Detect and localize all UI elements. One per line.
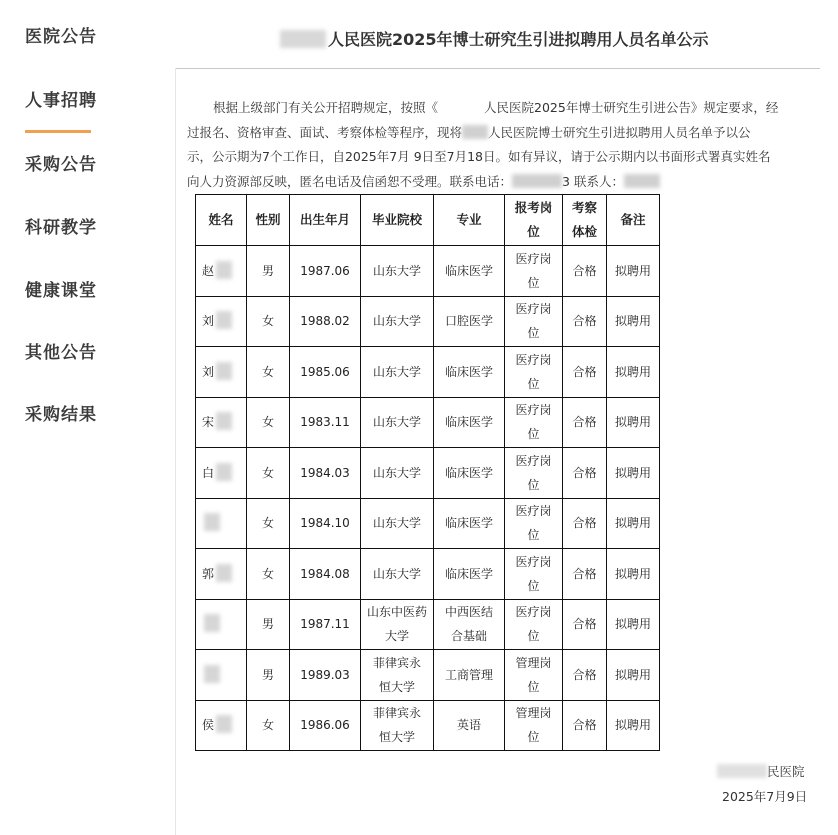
birth-text: 1985.06	[300, 364, 350, 379]
cell-birth	[290, 296, 361, 347]
major-text: 临床医学	[444, 516, 493, 531]
signature-org	[717, 762, 805, 780]
para-text: 人民医院博士研究生引进拟聘用人员名单予以公	[488, 124, 751, 140]
post-text: 管理岗	[515, 706, 552, 721]
school-text: 山东大学	[372, 516, 421, 531]
table-row	[196, 700, 660, 751]
signature-date: 2025年7月9日	[722, 789, 808, 804]
cell-birth	[290, 700, 361, 751]
gender-text: 男	[261, 667, 274, 682]
birth-text: 1989.03	[300, 667, 350, 682]
cell-exam	[563, 397, 607, 448]
cell-note	[607, 650, 660, 701]
gender-text: 女	[261, 465, 274, 480]
header-line: 报考岗	[514, 200, 553, 215]
school-text: 山东大学	[372, 364, 421, 379]
note-text: 拟聘用	[614, 566, 651, 581]
redacted-block	[216, 463, 232, 481]
school-text: 山东大学	[372, 566, 421, 581]
post-text: 医疗岗	[515, 554, 552, 569]
exam-text: 合格	[572, 617, 597, 632]
para-text: 人民医院2025年博士研究生引进公告》规定要求，经	[484, 100, 779, 115]
sidebar-nav	[0, 0, 170, 835]
name-text: 郭	[202, 566, 215, 581]
birth-text: 1988.02	[300, 314, 350, 329]
table-row	[196, 347, 660, 398]
redacted-block	[624, 174, 660, 188]
para-text: 向人力资源部反映，匿名电话及信函恕不受理。联系电话：	[187, 173, 513, 189]
note-text: 拟聘用	[614, 364, 651, 379]
post-text: 位	[527, 477, 540, 492]
cell-post	[505, 549, 563, 600]
cell-school	[361, 246, 434, 297]
gender-text: 女	[261, 314, 274, 329]
note-text: 拟聘用	[614, 516, 651, 531]
cell-school	[361, 498, 434, 549]
sidebar-item-hospital-notice[interactable]: 医院公告	[25, 27, 97, 47]
cell-post	[505, 347, 563, 398]
gender-text: 女	[261, 718, 274, 733]
col-header-school: 毕业院校	[361, 195, 434, 246]
redacted-block	[438, 100, 484, 114]
birth-text: 1986.06	[300, 718, 350, 733]
cell-major	[434, 700, 505, 751]
table-row	[196, 650, 660, 701]
cell-name	[196, 347, 247, 398]
exam-text: 合格	[572, 415, 597, 430]
gender-text: 女	[261, 415, 274, 430]
post-text: 医疗岗	[515, 403, 552, 418]
redacted-block	[204, 614, 220, 632]
cell-post	[505, 498, 563, 549]
note-text: 拟聘用	[614, 465, 651, 480]
cell-birth	[290, 448, 361, 499]
cell-exam	[563, 448, 607, 499]
table-row	[196, 246, 660, 297]
gender-text: 女	[261, 516, 274, 531]
cell-note	[607, 599, 660, 650]
cell-school	[361, 347, 434, 398]
table-row	[196, 397, 660, 448]
cell-name	[196, 549, 247, 600]
cell-exam	[563, 650, 607, 701]
cell-note	[607, 498, 660, 549]
major-text: 临床医学	[444, 263, 493, 278]
redacted-block	[216, 362, 232, 380]
birth-text: 1984.03	[300, 465, 350, 480]
table-row	[196, 599, 660, 650]
announcement-paragraph	[187, 96, 815, 194]
exam-text: 合格	[572, 465, 597, 480]
cell-name	[196, 397, 247, 448]
exam-text: 合格	[572, 263, 597, 278]
cell-gender	[247, 296, 290, 347]
cell-school	[361, 296, 434, 347]
birth-text: 1987.06	[300, 263, 350, 278]
redacted-block	[216, 412, 232, 430]
major-text: 口腔医学	[444, 314, 493, 329]
cell-note	[607, 347, 660, 398]
cell-gender	[247, 549, 290, 600]
cell-exam	[563, 549, 607, 600]
note-text: 拟聘用	[614, 718, 651, 733]
para-text: 根据上级部门有关公开招聘规定，按照《	[213, 100, 439, 115]
exam-text: 合格	[572, 516, 597, 531]
post-text: 医疗岗	[515, 302, 552, 317]
post-text: 位	[527, 326, 540, 341]
major-text: 英语	[456, 718, 481, 733]
cell-exam	[563, 296, 607, 347]
gender-text: 女	[261, 566, 274, 581]
school-text: 菲律宾永	[372, 706, 421, 721]
cell-note	[607, 700, 660, 751]
redacted-block	[717, 764, 767, 778]
post-text: 位	[527, 528, 540, 543]
birth-text: 1984.10	[300, 516, 350, 531]
cell-major	[434, 498, 505, 549]
candidate-table	[195, 194, 660, 751]
col-header-name: 姓名	[196, 195, 247, 246]
cell-exam	[563, 599, 607, 650]
gender-text: 女	[261, 364, 274, 379]
redacted-block	[512, 174, 562, 188]
name-text: 宋	[202, 415, 215, 430]
name-text: 刘	[202, 364, 215, 379]
table-row	[196, 498, 660, 549]
page-title-text: 人民医院2025年博士研究生引进拟聘用人员名单公示	[328, 30, 709, 49]
post-text: 位	[527, 578, 540, 593]
exam-text: 合格	[572, 314, 597, 329]
cell-major	[434, 650, 505, 701]
para-line-1	[187, 96, 815, 121]
cell-major	[434, 347, 505, 398]
cell-name	[196, 498, 247, 549]
cell-exam	[563, 246, 607, 297]
exam-text: 合格	[572, 566, 597, 581]
sidebar-item-recruitment[interactable]: 人事招聘	[25, 91, 97, 111]
cell-name	[196, 448, 247, 499]
cell-birth	[290, 397, 361, 448]
cell-name	[196, 650, 247, 701]
redacted-block	[216, 564, 232, 582]
cell-name	[196, 700, 247, 751]
table-row	[196, 448, 660, 499]
cell-school	[361, 397, 434, 448]
redacted-block	[280, 30, 326, 48]
cell-gender	[247, 498, 290, 549]
cell-gender	[247, 599, 290, 650]
active-indicator	[25, 130, 91, 133]
cell-school	[361, 448, 434, 499]
major-text: 合基础	[450, 629, 487, 644]
school-text: 大学	[384, 629, 409, 644]
major-text: 临床医学	[444, 364, 493, 379]
cell-gender	[247, 448, 290, 499]
col-header-post	[505, 195, 563, 246]
name-text: 刘	[202, 314, 215, 329]
sidebar-item-procurement-result[interactable]: 采购结果	[25, 405, 97, 425]
header-line: 考察	[571, 200, 597, 215]
sidebar-item-health-class[interactable]: 健康课堂	[25, 281, 97, 301]
post-text: 位	[527, 427, 540, 442]
note-text: 拟聘用	[614, 263, 651, 278]
redacted-block	[216, 261, 232, 279]
cell-major	[434, 397, 505, 448]
redacted-block	[204, 665, 220, 683]
para-line-2	[187, 121, 815, 146]
cell-exam	[563, 700, 607, 751]
page-title	[280, 27, 709, 50]
para-line-4	[187, 170, 815, 195]
post-text: 医疗岗	[515, 605, 552, 620]
redacted-block	[216, 311, 232, 329]
cell-note	[607, 448, 660, 499]
col-header-birth: 出生年月	[290, 195, 361, 246]
cell-post	[505, 296, 563, 347]
table-row	[196, 549, 660, 600]
cell-note	[607, 246, 660, 297]
note-text: 拟聘用	[614, 617, 651, 632]
signature-org-text: 民医院	[767, 764, 805, 779]
table-row	[196, 296, 660, 347]
name-text: 侯	[202, 718, 215, 733]
redacted-block	[204, 513, 220, 531]
birth-text: 1987.11	[300, 617, 350, 632]
cell-school	[361, 599, 434, 650]
cell-gender	[247, 700, 290, 751]
header-line: 位	[527, 224, 540, 239]
cell-birth	[290, 498, 361, 549]
cell-birth	[290, 549, 361, 600]
school-text: 山东大学	[372, 314, 421, 329]
school-text: 山东大学	[372, 263, 421, 278]
sidebar-item-other-notice[interactable]: 其他公告	[25, 343, 97, 363]
school-text: 山东大学	[372, 415, 421, 430]
post-text: 医疗岗	[515, 504, 552, 519]
major-text: 临床医学	[444, 566, 493, 581]
post-text: 位	[527, 679, 540, 694]
cell-major	[434, 549, 505, 600]
sidebar-item-procurement-notice[interactable]: 采购公告	[25, 155, 97, 175]
cell-post	[505, 650, 563, 701]
table-header-row	[196, 195, 660, 246]
cell-post	[505, 700, 563, 751]
cell-school	[361, 549, 434, 600]
cell-gender	[247, 397, 290, 448]
major-text: 中西医结	[444, 605, 493, 620]
cell-birth	[290, 650, 361, 701]
col-header-exam	[563, 195, 607, 246]
cell-exam	[563, 347, 607, 398]
school-text: 山东大学	[372, 465, 421, 480]
para-line-3: 示，公示期为7个工作日，自2025年7月 9日至7月18日。如有异议，请于公示期内以书面形式署真实姓名	[187, 149, 771, 164]
exam-text: 合格	[572, 718, 597, 733]
gender-text: 男	[261, 617, 274, 632]
school-text: 菲律宾永	[372, 655, 421, 670]
cell-major	[434, 448, 505, 499]
cell-major	[434, 296, 505, 347]
school-text: 山东中医药	[366, 605, 427, 620]
name-text: 赵	[202, 263, 215, 278]
cell-post	[505, 599, 563, 650]
note-text: 拟聘用	[614, 667, 651, 682]
cell-note	[607, 397, 660, 448]
cell-major	[434, 246, 505, 297]
gender-text: 男	[261, 263, 274, 278]
post-text: 位	[527, 730, 540, 745]
birth-text: 1983.11	[300, 415, 350, 430]
cell-exam	[563, 498, 607, 549]
col-header-major: 专业	[434, 195, 505, 246]
cell-note	[607, 296, 660, 347]
cell-birth	[290, 246, 361, 297]
exam-text: 合格	[572, 667, 597, 682]
major-text: 临床医学	[444, 415, 493, 430]
cell-post	[505, 397, 563, 448]
cell-school	[361, 650, 434, 701]
col-header-note: 备注	[607, 195, 660, 246]
para-text: 3 联系人：	[562, 173, 624, 189]
cell-post	[505, 448, 563, 499]
post-text: 医疗岗	[515, 352, 552, 367]
title-divider	[175, 68, 820, 69]
col-header-gender: 性别	[247, 195, 290, 246]
cell-name	[196, 246, 247, 297]
sidebar-item-research-teaching[interactable]: 科研教学	[25, 218, 97, 238]
post-text: 位	[527, 376, 540, 391]
school-text: 恒大学	[378, 679, 415, 694]
note-text: 拟聘用	[614, 415, 651, 430]
school-text: 恒大学	[378, 730, 415, 745]
redacted-block	[216, 715, 232, 733]
cell-gender	[247, 347, 290, 398]
post-text: 位	[527, 275, 540, 290]
note-text: 拟聘用	[614, 314, 651, 329]
content-border	[175, 68, 176, 835]
para-text: 过报名、资格审查、面试、考察体检等程序，现将	[187, 124, 463, 140]
cell-major	[434, 599, 505, 650]
major-text: 临床医学	[444, 465, 493, 480]
post-text: 医疗岗	[515, 251, 552, 266]
cell-birth	[290, 599, 361, 650]
cell-gender	[247, 246, 290, 297]
cell-post	[505, 246, 563, 297]
exam-text: 合格	[572, 364, 597, 379]
header-line: 体检	[571, 224, 597, 239]
cell-gender	[247, 650, 290, 701]
name-text: 白	[202, 465, 215, 480]
cell-note	[607, 549, 660, 600]
post-text: 位	[527, 629, 540, 644]
birth-text: 1984.08	[300, 566, 350, 581]
cell-birth	[290, 347, 361, 398]
cell-name	[196, 296, 247, 347]
post-text: 医疗岗	[515, 453, 552, 468]
post-text: 管理岗	[515, 655, 552, 670]
redacted-block	[462, 125, 488, 139]
cell-name	[196, 599, 247, 650]
major-text: 工商管理	[444, 667, 493, 682]
cell-school	[361, 700, 434, 751]
